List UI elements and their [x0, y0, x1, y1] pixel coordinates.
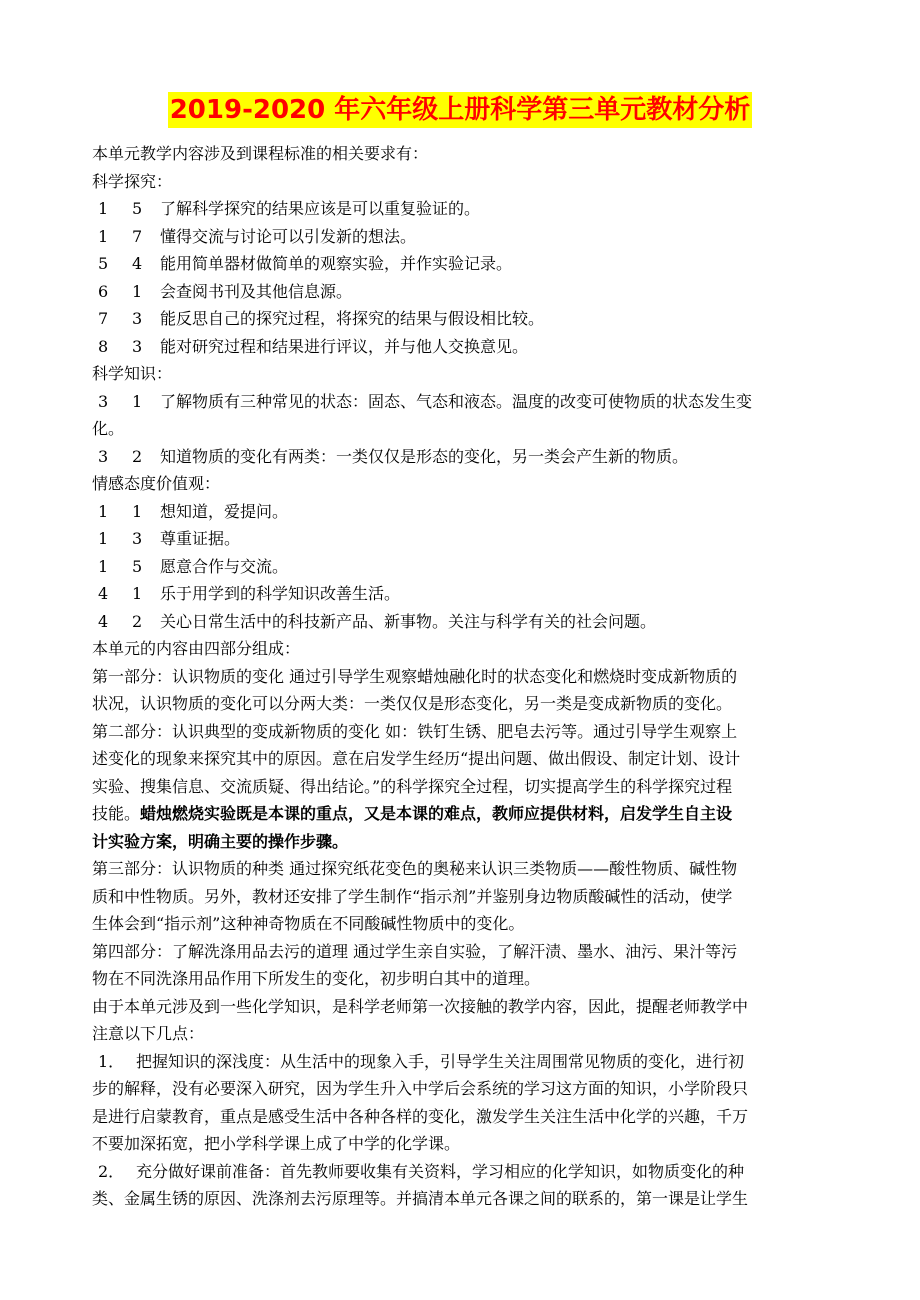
attitude-list	[92, 498, 852, 636]
list-item: 6 1 会查阅书刊及其他信息源。	[98, 281, 353, 301]
inquiry-list	[92, 195, 852, 360]
paragraph-line	[92, 800, 852, 828]
paragraph-line: 步的解释，没有必要深入研究，因为学生升入中学后会系统的学习这方面的知识，小学阶段只	[92, 1079, 749, 1098]
list-item: 1 5 了解科学探究的结果应该是可以重复验证的。	[98, 199, 481, 218]
paragraph-line: 注意以下几点：	[92, 1024, 205, 1043]
paragraph-line: 生体会到“指示剂”这种神奇物质在不同酸碱性物质中的变化。	[92, 914, 525, 933]
note-2	[92, 1158, 852, 1213]
note-number: 2．	[98, 1161, 125, 1181]
paragraph-line: 第二部分：认识典型的变成新物质的变化 如：铁钉生锈、肥皂去污等。通过引导学生观察上	[92, 721, 738, 741]
page-title: 2019-2020 年六年级上册科学第三单元教材分析	[168, 92, 753, 128]
list-item: 4 1 乐于用学到的科学知识改善生活。	[98, 584, 401, 603]
list-item: 8 3 能对研究过程和结果进行评议，并与他人交换意见。	[98, 336, 529, 356]
intro-text: 本单元教学内容涉及到课程标准的相关要求有：	[92, 144, 429, 163]
paragraph-line: 物在不同洗涤用品作用下所发生的变化，初步明白其中的道理。	[92, 969, 541, 988]
paragraph-line: 类、金属生锈的原因、洗涤剂去污原理等。并搞清本单元各课之间的联系的，第一课是让学生	[92, 1189, 749, 1208]
list-item: 1 3 尊重证据。	[98, 529, 241, 548]
paragraph-text: 充分做好课前准备：首先教师要收集有关资料，学习相应的化学知识，如物质变化的种	[136, 1161, 745, 1181]
paragraph-line	[92, 1048, 852, 1076]
paragraph-line: 不要加深拓宽，把小学科学课上成了中学的化学课。	[92, 1134, 461, 1153]
part-2-paragraph	[92, 718, 852, 856]
paragraph-line: 是进行启蒙教育，重点是感受生活中各种各样的变化，激发学生关注生活中化学的兴趣，千万	[92, 1106, 749, 1126]
list-item: 1 5 愿意合作与交流。	[98, 556, 289, 576]
list-item: 1 1 想知道，爱提问。	[98, 501, 289, 521]
knowledge-heading: 科学知识：	[92, 364, 173, 383]
paragraph-line: 第四部分：了解洗涤用品去污的道理 通过学生亲自实验，了解汗渍、墨水、油污、果汁等污	[92, 941, 738, 961]
list-item: 4 2 关心日常生活中的科技新产品、新事物。关注与科学有关的社会问题。	[98, 611, 657, 631]
list-item: 5 4 能用简单器材做简单的观察实验，并作实验记录。	[98, 254, 513, 273]
list-item: 3 1 了解物质有三种常见的状态：固态、气态和液态。温度的改变可使物质的状态发生变	[98, 391, 753, 411]
list-item: 7 3 能反思自己的探究过程，将探究的结果与假设相比较。	[98, 309, 545, 328]
emphasis-text: 计实验方案，明确主要的操作步骤。	[92, 831, 349, 851]
list-item: 3 2 知道物质的变化有两类：一类仅仅是形态的变化，另一类会产生新的物质。	[98, 446, 689, 466]
paragraph-line: 状况，认识物质的变化可以分两大类：一类仅仅是形态变化，另一类是变成新物质的变化。	[92, 694, 733, 713]
paragraph-line	[92, 1158, 852, 1186]
part-4-paragraph	[92, 938, 852, 993]
paragraph-line: 由于本单元涉及到一些化学知识，是科学老师第一次接触的教学内容，因此，提醒老师教学中	[92, 996, 749, 1016]
parts-intro: 本单元的内容由四部分组成：	[92, 639, 301, 658]
part-1-paragraph	[92, 663, 852, 718]
emphasis-text: 蜡烛燃烧实验既是本课的重点，又是本课的难点，教师应提供材料，启发学生自主设	[140, 804, 733, 823]
note-number: 1．	[98, 1051, 125, 1071]
paragraph-line: 第一部分：认识物质的变化 通过引导学生观察蜡烛融化时的状态变化和燃烧时变成新物质的	[92, 666, 738, 686]
title-wrap	[0, 0, 920, 132]
notes-intro	[92, 993, 852, 1048]
document-body	[92, 140, 852, 1213]
inquiry-heading: 科学探究：	[92, 171, 173, 191]
paragraph-text: 技能。	[92, 804, 141, 823]
paragraph-line: 述变化的现象来探究其中的原因。意在启发学生经历“提出问题、做出假设、制定计划、设计	[92, 749, 741, 768]
list-item-continuation: 化。	[92, 419, 125, 438]
paragraph-line: 质和中性物质。另外，教材还安排了学生制作“指示剂”并鉴别身边物质酸碱性的活动，使学	[92, 886, 733, 906]
knowledge-list	[92, 388, 852, 471]
list-item: 1 7 懂得交流与讨论可以引发新的想法。	[98, 226, 417, 246]
note-1	[92, 1048, 852, 1158]
paragraph-line: 第三部分：认识物质的种类 通过探究纸花变色的奥秘来认识三类物质——酸性物质、碱性物	[92, 859, 738, 878]
attitude-heading: 情感态度价值观：	[92, 474, 221, 493]
paragraph-text: 把握知识的深浅度：从生活中的现象入手，引导学生关注周围常见物质的变化，进行初	[136, 1051, 745, 1071]
part-3-paragraph	[92, 855, 852, 938]
paragraph-line: 实验、搜集信息、交流质疑、得出结论。”的科学探究全过程，切实提高学生的科学探究过程	[92, 776, 733, 796]
